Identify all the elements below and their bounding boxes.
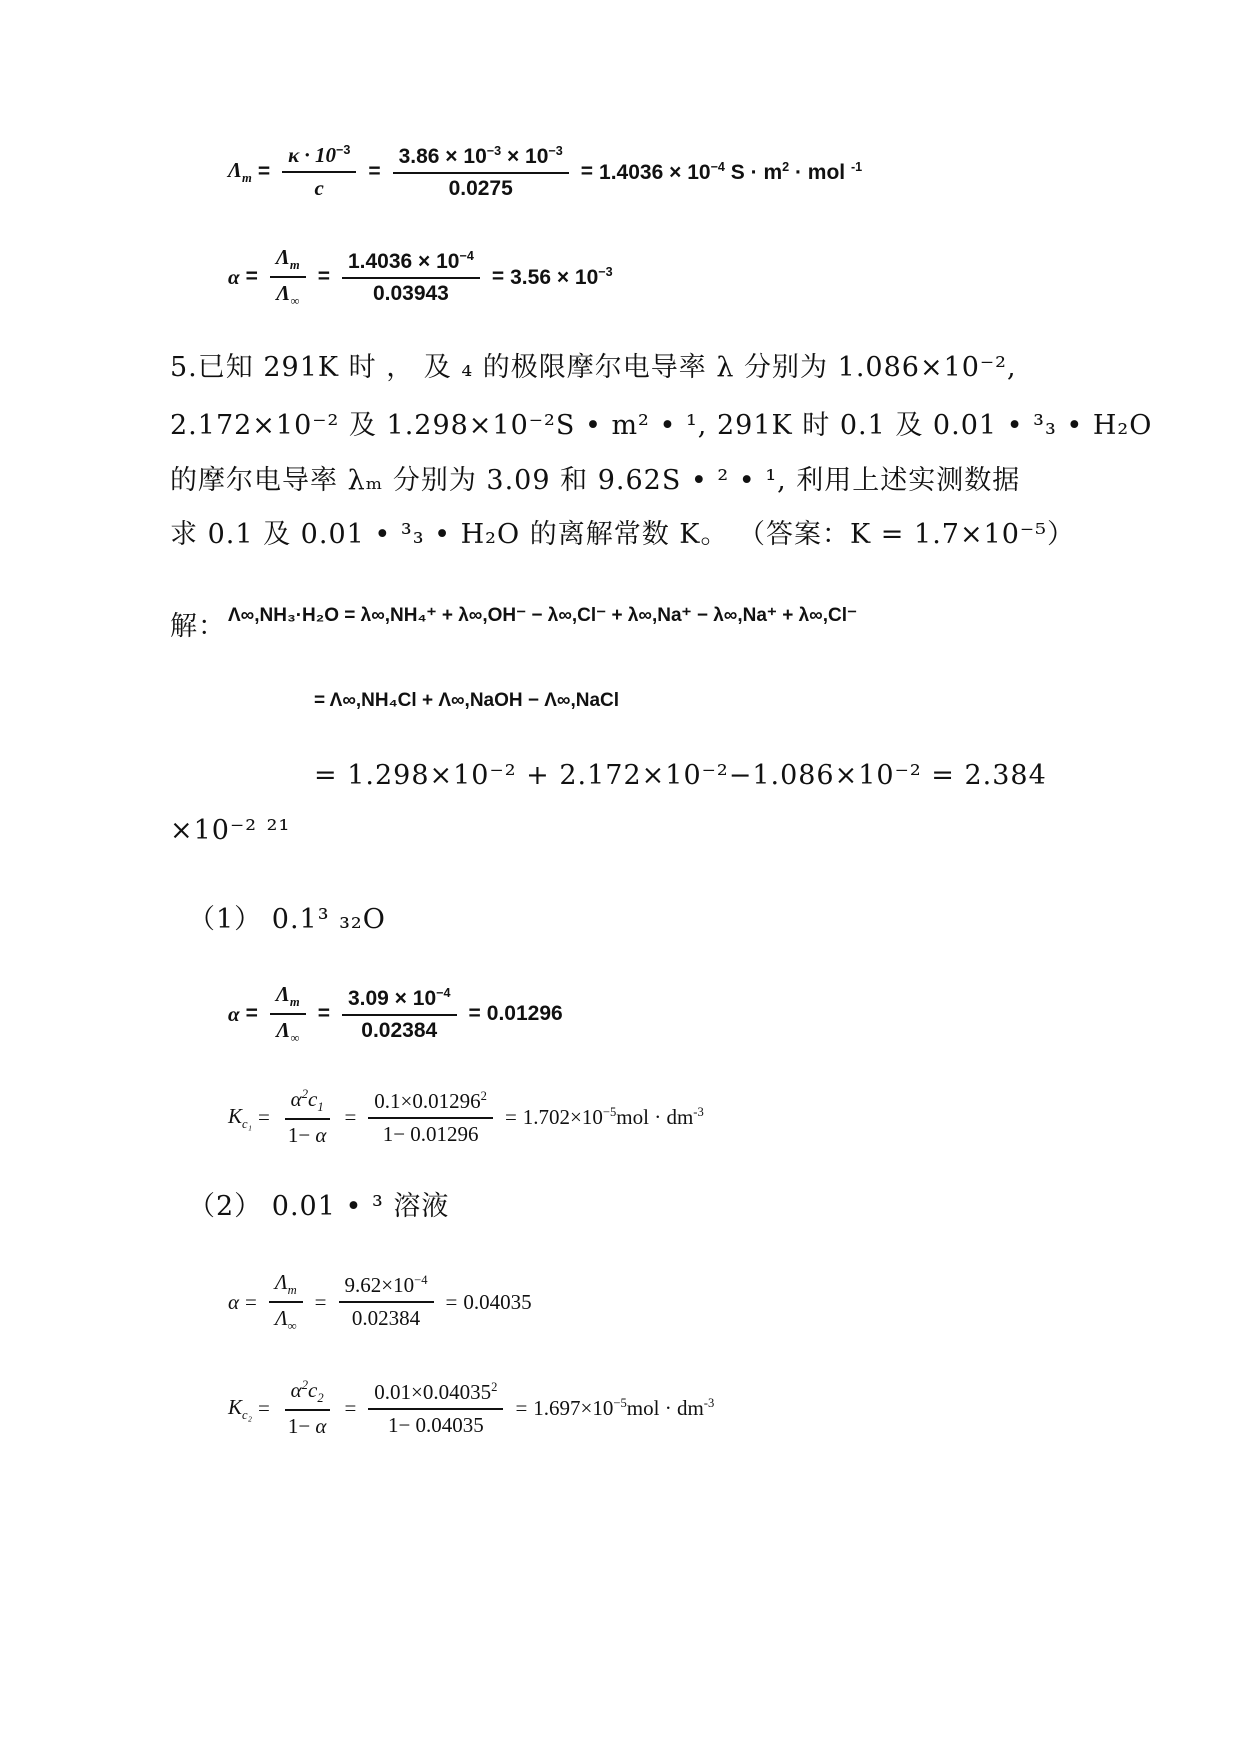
fraction: $\frac{\Lambda_m}{\Lambda_\infty}$ (270, 982, 306, 1046)
fraction: $\frac{3.09 \times 10^{-4}}{0.02384}$ (342, 986, 457, 1043)
lambda-symbol: $\Lambda_m$ (228, 157, 252, 186)
solution-eq-3-tail: ×10⁻² ²¹ (170, 815, 291, 846)
solution-label: 解： (170, 611, 226, 642)
fraction: $\frac{1.4036 \times 10^{-4}}{0.03943}$ (342, 249, 480, 306)
fraction: $\frac{9.62\times 10^{-4}}{0.02384}$ (339, 1273, 434, 1331)
part1-label: （1） 0.1³ ₃₂O (188, 904, 386, 935)
solution-eq-3: = 1.298×10⁻² + 2.172×10⁻²−1.086×10⁻² = 2.384 (314, 760, 1047, 791)
problem-line-1: 5.已知 291K 时 ， 及 ₄ 的极限摩尔电导率 λ 分别为 1.086×10⁻², (170, 352, 1017, 383)
fraction: $\frac{\kappa \cdot 10^{-3}}{c}$ (282, 143, 356, 201)
fraction: $\frac{\Lambda_m}{\Lambda_\infty}$ (269, 1270, 303, 1334)
fraction: $\frac{\alpha^2c_1}{1- \alpha}$ (282, 1087, 333, 1148)
solution-eq-1: Λ∞,NH₃·H₂O = λ∞,NH₄⁺ + λ∞,OH⁻ − λ∞,Cl⁻ + λ∞,Na⁺ − λ∞,Na⁺ + λ∞,Cl⁻ (228, 605, 858, 626)
fraction: $\frac{3.86 \times 10^{-3} \times 10^{-3}}{0.0275}$ (393, 144, 569, 201)
equation-alpha-1: α = $\frac{\Lambda_m}{\Lambda_\infty}$ = $\frac{1.4036 \times 10^{-4}}{0.03943}$ = $3.56 \times 10^{-3}$ (228, 245, 613, 309)
equation-lambda-m: $\Lambda_m$ = $\frac{\kappa \cdot 10^{-3}}{c}$ = $\frac{3.86 \times 10^{-3} \times 10^{-3}}{0.0275}$ = $1.4036 \times 10^{-4}$ $S \cdot m^2$ · mol $^{-1}$ (228, 143, 863, 200)
part1-k: $K_{c_1}$ = $\frac{\alpha^2c_1}{1- \alpha}$ = $\frac{0.1\times 0.01296^2}{1- 0.01296}$ = $1.702\times 10^{-5}mol \cdot dm^{-3}$ (228, 1087, 704, 1148)
fraction: $\frac{0.1\times 0.01296^2}{1- 0.01296}$ (368, 1089, 493, 1147)
fraction: $\frac{0.01\times 0.04035^2}{1- 0.04035}$ (368, 1380, 503, 1438)
fraction: $\frac{\Lambda_m}{\Lambda_\infty}$ (270, 245, 306, 309)
part2-k: $K_{c_2}$ = $\frac{\alpha^2c_2}{1- \alpha}$ = $\frac{0.01\times 0.04035^2}{1- 0.04035}$ = $1.697\times 10^{-5}mol \cdot dm^{-3}$ (228, 1378, 715, 1439)
part2-alpha: α = $\frac{\Lambda_m}{\Lambda_\infty}$ = $\frac{9.62\times 10^{-4}}{0.02384}$ = 0.04035 (228, 1270, 532, 1334)
part1-alpha: α = $\frac{\Lambda_m}{\Lambda_\infty}$ = $\frac{3.09 \times 10^{-4}}{0.02384}$ = 0.01296 (228, 982, 563, 1046)
fraction: $\frac{\alpha^2c_2}{1- \alpha}$ (282, 1378, 333, 1439)
part2-label: （2） 0.01 • ³ 溶液 (188, 1191, 450, 1222)
solution-eq-2: = Λ∞,NH₄Cl + Λ∞,NaOH − Λ∞,NaCl (314, 690, 620, 711)
problem-line-4: 求 0.1 及 0.01 • ³₃ • H₂O 的离解常数 K。 （答案：K = 1.7×10⁻⁵） (170, 519, 1076, 550)
problem-line-2: 2.172×10⁻² 及 1.298×10⁻²S • m² • ¹, 291K 时 0.1 及 0.01 • ³₃ • H₂O (170, 410, 1153, 441)
result: $1.4036 \times 10^{-4}$ $S \cdot m^2$ · mol $^{-1}$ (599, 159, 863, 184)
problem-line-3: 的摩尔电导率 λₘ 分别为 3.09 和 9.62S • ² • ¹, 利用上述实测数据 (170, 465, 1021, 496)
